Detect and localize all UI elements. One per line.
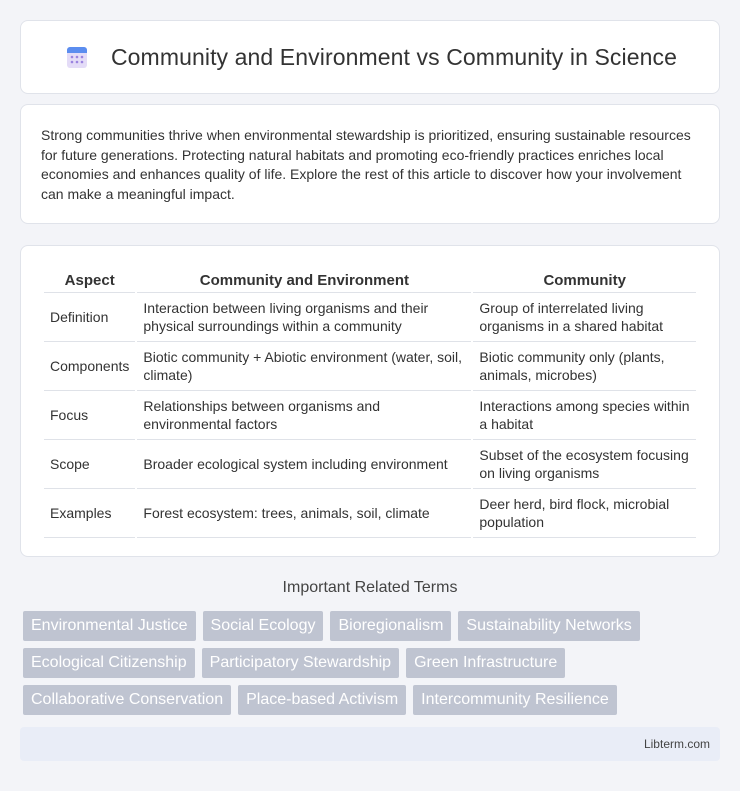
row-community-and-environment: Forest ecosystem: trees, animals, soil, climate [137, 489, 471, 538]
table-row [44, 342, 696, 391]
row-community: Group of interrelated living organisms in a shared habitat [473, 293, 696, 342]
header-card [20, 20, 720, 94]
row-aspect: Components [44, 342, 135, 391]
row-community-and-environment: Interaction between living organisms and their physical surroundings within a community [137, 293, 471, 342]
tag-intercommunity-resilience[interactable]: Intercommunity Resilience [413, 685, 617, 715]
tag-green-infrastructure[interactable]: Green Infrastructure [406, 648, 565, 678]
intro-card [20, 104, 720, 224]
footer [20, 727, 720, 761]
header-community: Community [473, 266, 696, 293]
tag-participatory-stewardship[interactable]: Participatory Stewardship [202, 648, 399, 678]
intro-text: Strong communities thrive when environmental stewardship is prioritized, ensuring sustainable resources for future generations. Protecting natural habitats and promoting eco-friendly practices enriches local economies and enhances quality of life. Explore the rest of this article to discover how your involvement can make a meaningful impact. [41, 127, 691, 202]
table-row [44, 293, 696, 342]
row-community: Deer herd, bird flock, microbial population [473, 489, 696, 538]
table-row [44, 440, 696, 489]
tag-place-based-activism[interactable]: Place-based Activism [238, 685, 406, 715]
row-community-and-environment: Broader ecological system including environment [137, 440, 471, 489]
table-header-row [44, 266, 696, 293]
row-aspect: Focus [44, 391, 135, 440]
tag-bioregionalism[interactable]: Bioregionalism [330, 611, 451, 641]
related-terms-title: Important Related Terms [282, 579, 458, 596]
tag-collaborative-conservation[interactable]: Collaborative Conservation [23, 685, 231, 715]
tag-ecological-citizenship[interactable]: Ecological Citizenship [23, 648, 195, 678]
row-community: Subset of the ecosystem focusing on living organisms [473, 440, 696, 489]
page-title: Community and Environment vs Community in Science [110, 43, 678, 70]
header-community-and-environment: Community and Environment [137, 266, 471, 293]
related-terms-tags [20, 611, 720, 722]
footer-brand[interactable]: Libterm.com [643, 737, 710, 751]
header-aspect: Aspect [44, 266, 135, 293]
row-community-and-environment: Biotic community + Abiotic environment (water, soil, climate) [137, 342, 471, 391]
notepad-icon [63, 43, 91, 71]
table-row [44, 391, 696, 440]
comparison-table [42, 266, 698, 538]
row-aspect: Scope [44, 440, 135, 489]
comparison-table-card [20, 245, 720, 557]
row-aspect: Definition [44, 293, 135, 342]
row-community: Interactions among species within a habitat [473, 391, 696, 440]
row-community: Biotic community only (plants, animals, microbes) [473, 342, 696, 391]
tag-sustainability-networks[interactable]: Sustainability Networks [458, 611, 639, 641]
tag-environmental-justice[interactable]: Environmental Justice [23, 611, 196, 641]
related-terms-section [20, 579, 720, 722]
row-aspect: Examples [44, 489, 135, 538]
tag-social-ecology[interactable]: Social Ecology [203, 611, 324, 641]
table-row [44, 489, 696, 538]
row-community-and-environment: Relationships between organisms and environmental factors [137, 391, 471, 440]
